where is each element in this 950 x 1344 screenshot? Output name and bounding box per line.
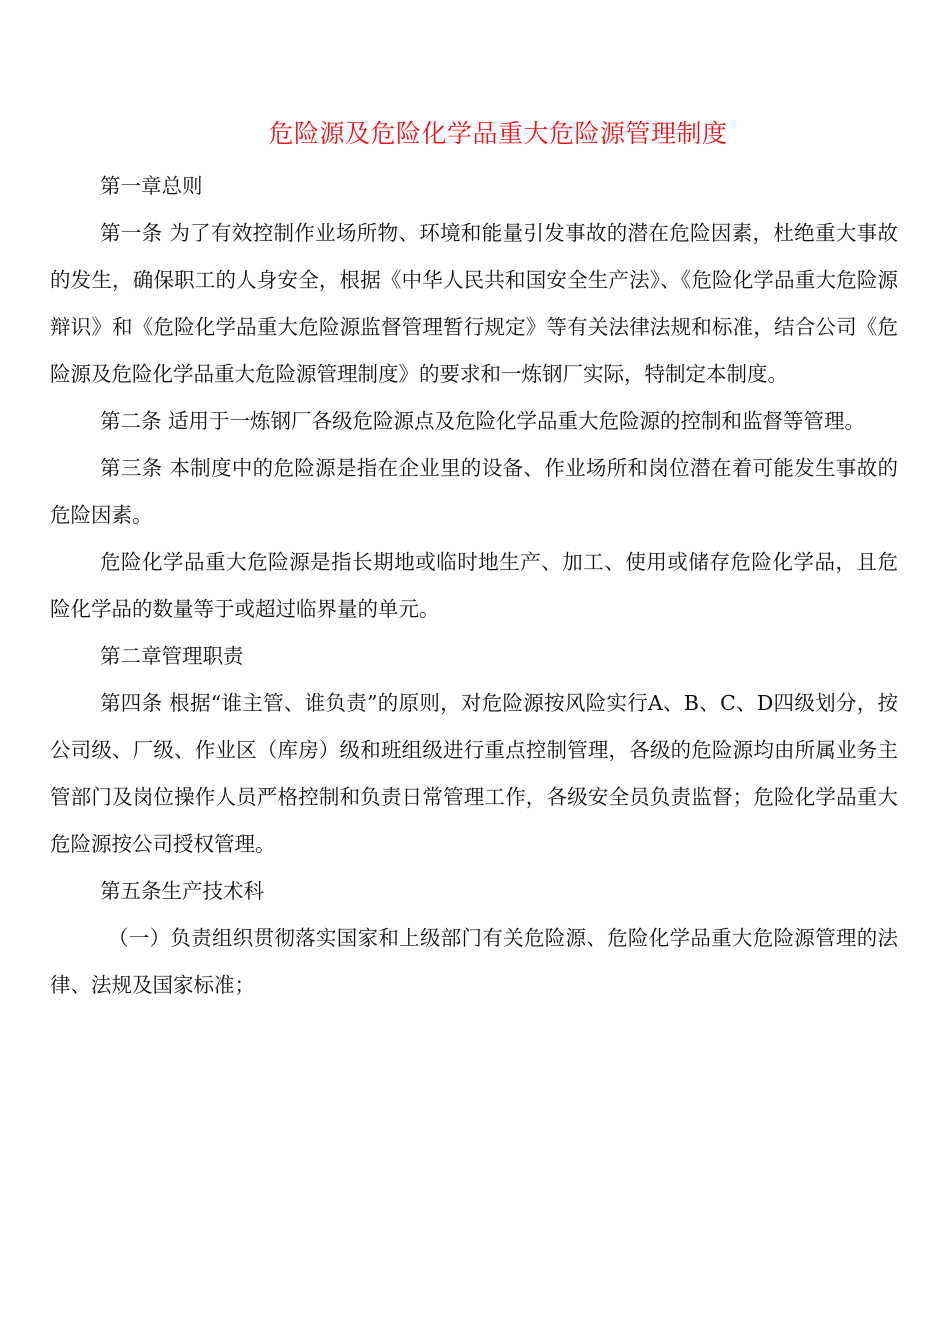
- article-1-paragraph: 第一条 为了有效控制作业场所物、环境和能量引发事故的潜在危险因素，杜绝重大事故的发生，确保职工的人身安全，根据《中华人民共和国安全生产法》、《危险化学品重大危险源辩识》和《危险化学品重大危险源监督管理暂行规定》等有关法律法规和标准，结合公司《危险源及危险化学品重大危险源管理制度》的要求和一炼钢厂实际，特制定本制度。: [50, 221, 898, 386]
- article-3-paragraph: 第三条 本制度中的危险源是指在企业里的设备、作业场所和岗位潜在着可能发生事故的危险因素。: [50, 456, 898, 527]
- hazard-definition-paragraph: 危险化学品重大危险源是指长期地或临时地生产、加工、使用或储存危险化学品，且危险化学品的数量等于或超过临界量的单元。: [50, 550, 898, 621]
- chapter-heading-2: 第二章管理职责: [100, 644, 244, 668]
- document-title: 危险源及危险化学品重大危险源管理制度: [268, 119, 728, 148]
- document-body: [50, 163, 898, 1009]
- article-5-item-1: （一）负责组织贯彻落实国家和上级部门有关危险源、危险化学品重大危险源管理的法律、法规及国家标准；: [50, 926, 898, 997]
- article-5-heading: 第五条生产技术科: [100, 879, 264, 903]
- article-2-paragraph: 第二条 适用于一炼钢厂各级危险源点及危险化学品重大危险源的控制和监督等管理。: [100, 409, 866, 433]
- chapter-heading-1: 第一章总则: [100, 174, 203, 198]
- article-4-paragraph: 第四条 根据“谁主管、谁负责”的原则，对危险源按风险实行A、B、C、D四级划分，按公司级、厂级、作业区（库房）级和班组级进行重点控制管理，各级的危险源均由所属业务主管部门及岗位操作人员严格控制和负责日常管理工作，各级安全员负责监督；危险化学品重大危险源按公司授权管理。: [50, 691, 898, 856]
